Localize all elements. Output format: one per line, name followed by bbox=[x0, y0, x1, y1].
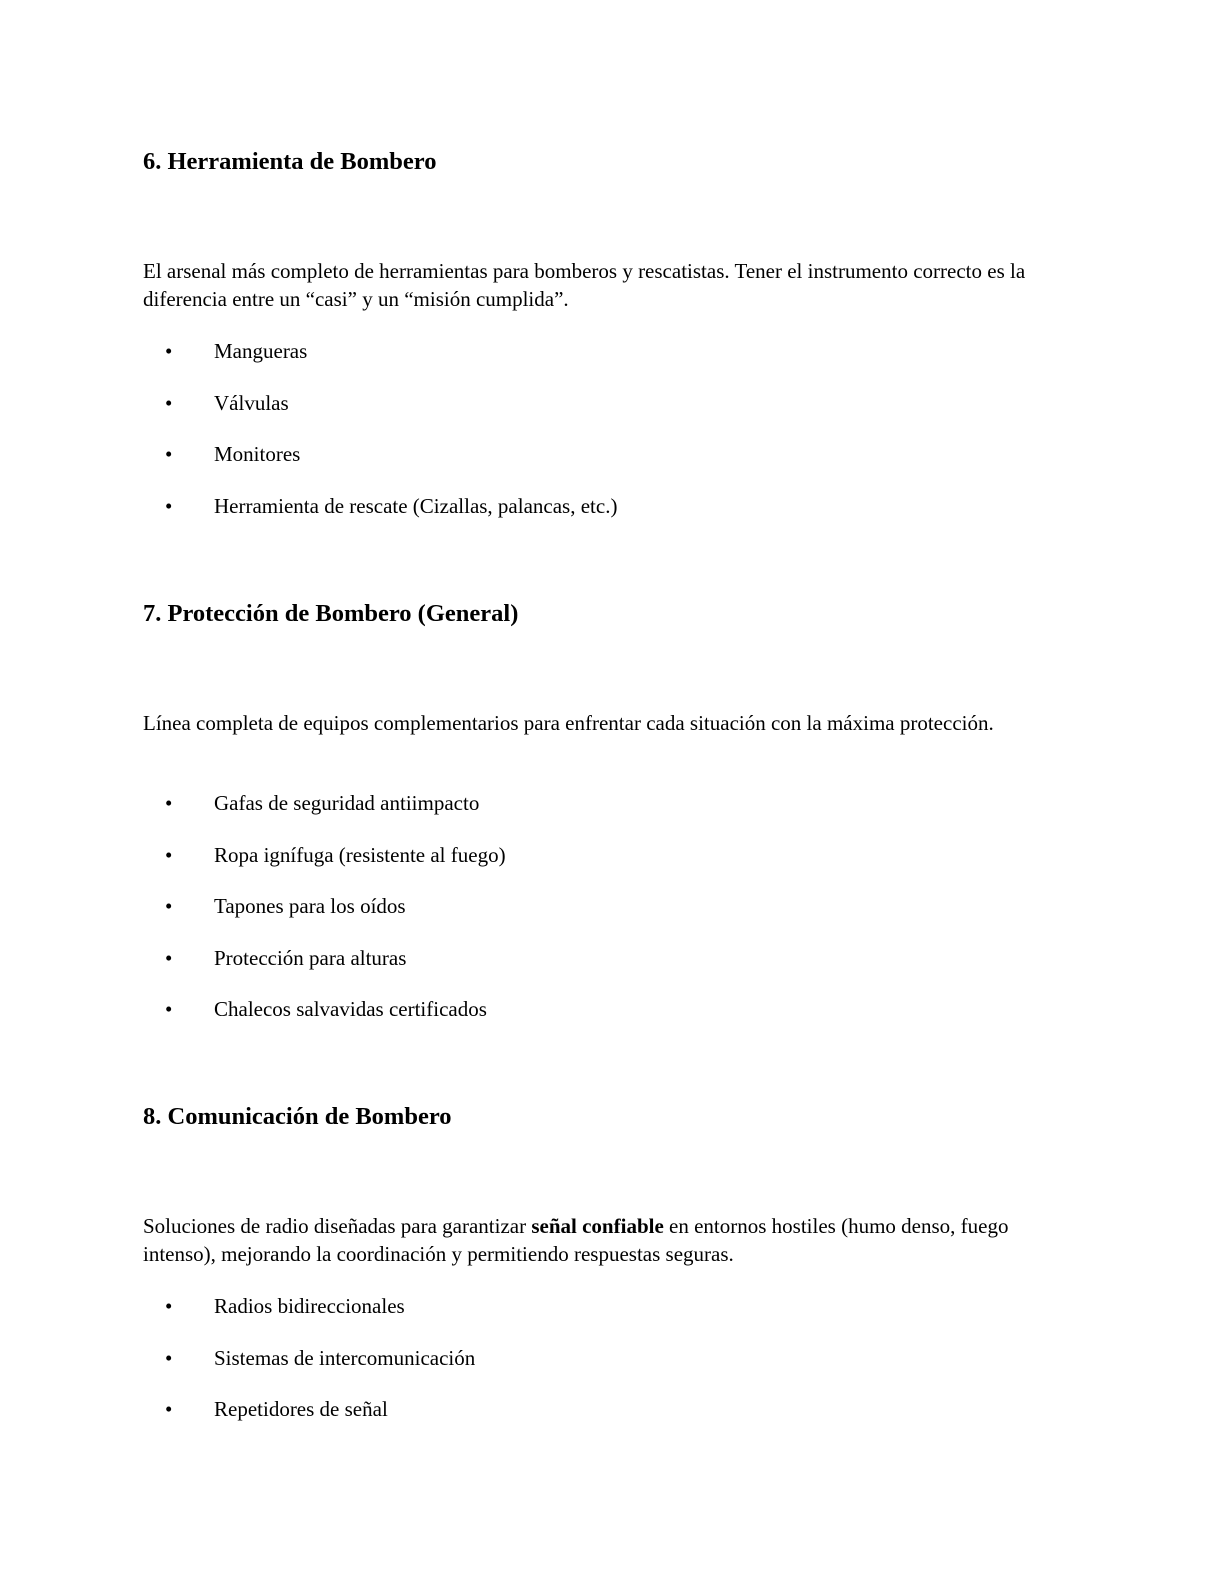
list-item-text: Sistemas de intercomunicación bbox=[214, 1345, 476, 1370]
section-heading: 8. Comunicación de Bombero bbox=[143, 1103, 452, 1130]
bullet-icon: • bbox=[165, 997, 173, 1021]
section-heading: 7. Protección de Bombero (General) bbox=[143, 600, 519, 627]
bullet-icon: • bbox=[165, 842, 173, 867]
bullet-icon: • bbox=[165, 945, 173, 970]
bullet-icon: • bbox=[165, 1345, 173, 1370]
list-item-text: Mangueras bbox=[214, 339, 308, 363]
bullet-icon: • bbox=[165, 493, 173, 518]
list-item-text: Gafas de seguridad antiimpacto bbox=[214, 791, 480, 815]
paragraph-text-before: Soluciones de radio diseñadas para garantizar bbox=[143, 1214, 532, 1238]
bullet-icon: • bbox=[165, 1397, 173, 1421]
list-item-text: Herramienta de rescate (Cizallas, palancas, etc.) bbox=[214, 493, 618, 518]
section-paragraph bbox=[143, 1212, 1083, 1268]
bullet-icon: • bbox=[165, 339, 173, 363]
paragraph-emphasis: señal confiable bbox=[531, 1214, 664, 1238]
section-heading: 6. Herramienta de Bombero bbox=[143, 148, 437, 175]
list-item-text: Tapones para los oídos bbox=[214, 894, 406, 918]
list-item-text: Monitores bbox=[214, 442, 301, 466]
section-paragraph: Línea completa de equipos complementarios para enfrentar cada situación con la máxima protección. bbox=[143, 711, 994, 735]
list-item-text: Válvulas bbox=[214, 390, 289, 415]
bullet-icon: • bbox=[165, 442, 173, 466]
list-item-text: Radios bidireccionales bbox=[214, 1294, 405, 1318]
list-item-text: Chalecos salvavidas certificados bbox=[214, 997, 487, 1021]
bullet-icon: • bbox=[165, 894, 173, 918]
bullet-icon: • bbox=[165, 791, 173, 815]
bullet-icon: • bbox=[165, 390, 173, 415]
list-item-text: Repetidores de señal bbox=[214, 1397, 388, 1421]
paragraph-text-after: en entornos hostiles (humo denso, fuego intenso), mejorando la coordinación y permitiendo respuestas seguras. bbox=[143, 1214, 1009, 1266]
list-item-text: Ropa ignífuga (resistente al fuego) bbox=[214, 842, 506, 867]
section-paragraph: El arsenal más completo de herramientas para bomberos y rescatistas. Tener el instrumento correcto es la diferencia entre un “casi” y un “misión cumplida”. bbox=[143, 259, 1026, 311]
list-item-text: Protección para alturas bbox=[214, 945, 407, 970]
bullet-icon: • bbox=[165, 1294, 173, 1318]
